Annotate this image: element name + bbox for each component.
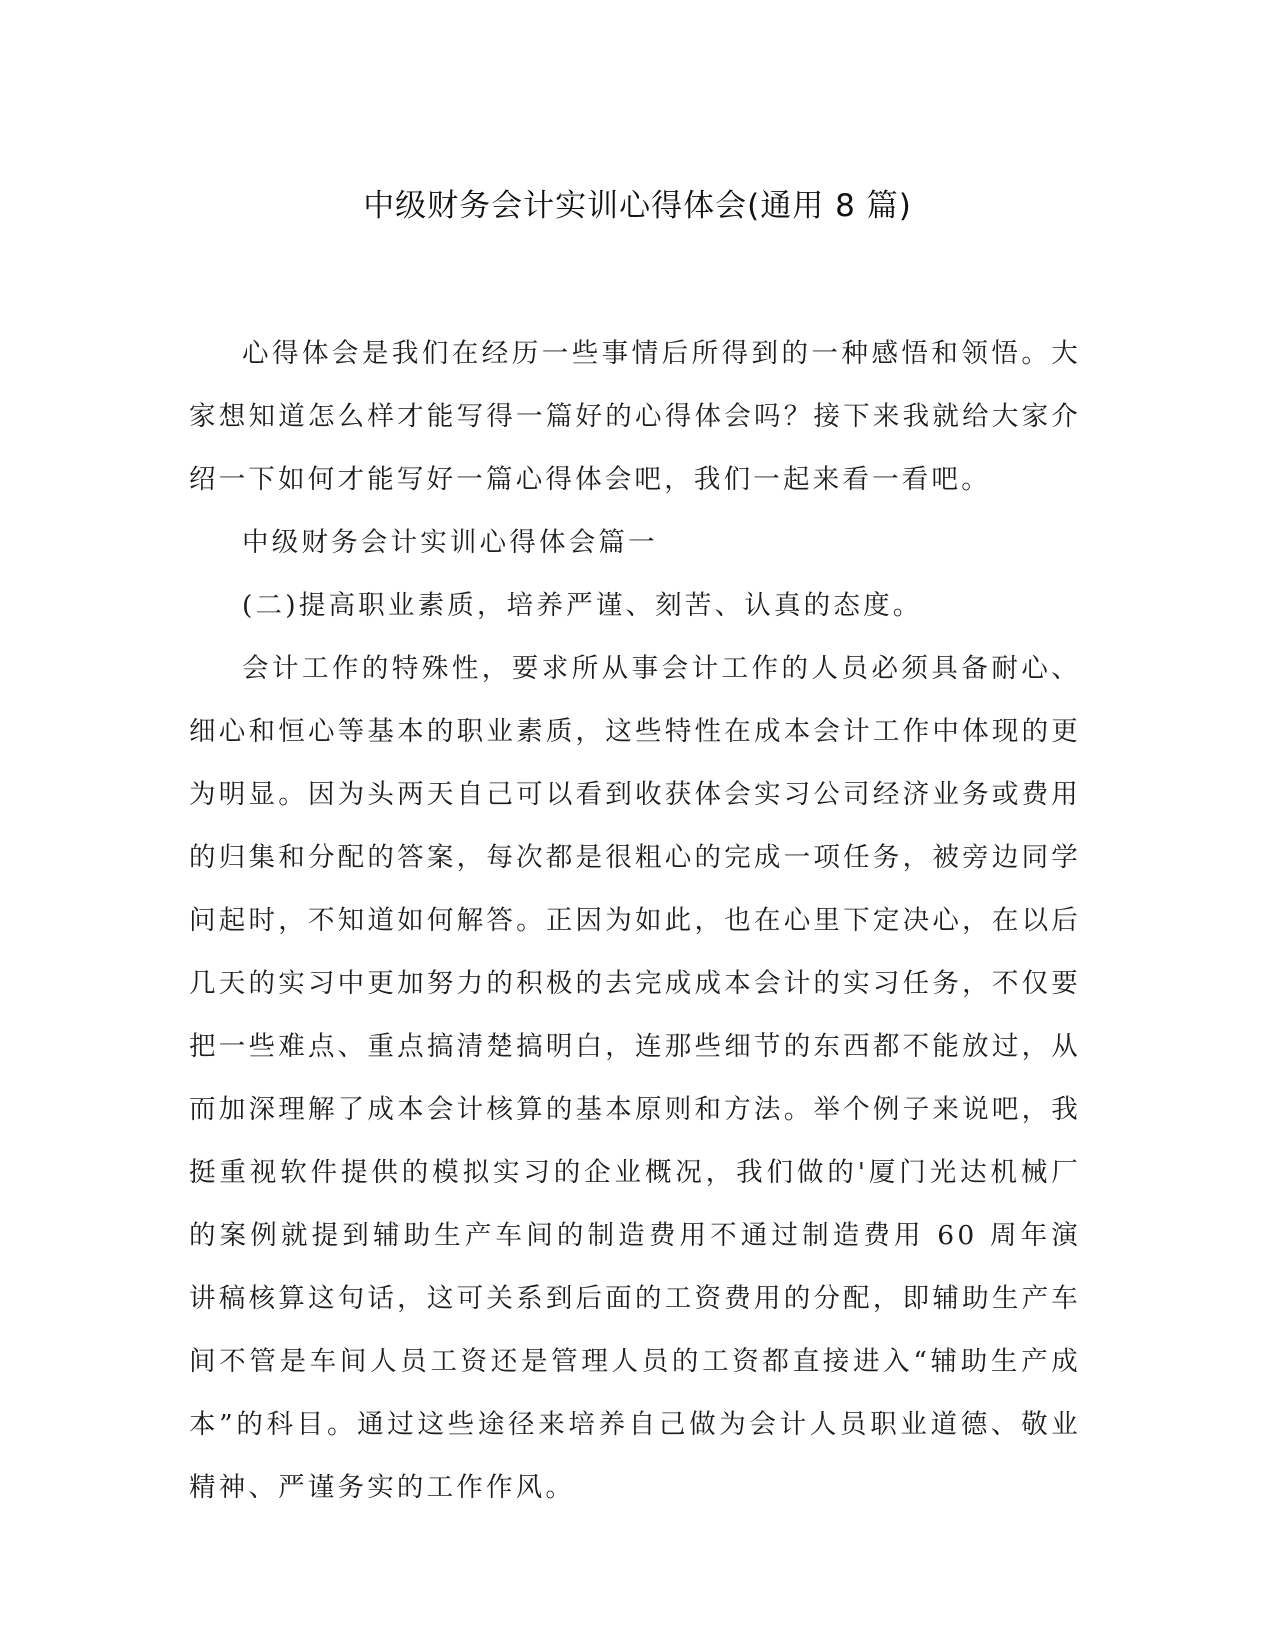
section-heading: 中级财务会计实训心得体会篇一: [242, 527, 658, 558]
document-title: 中级财务会计实训心得体会(通用 8 篇): [363, 188, 912, 224]
body-paragraph: 会计工作的特殊性，要求所从事会计工作的人员必须具备耐心、细心和恒心等基本的职业素质，这些特性在成本会计工作中体现的更为明显。因为头两天自己可以看到收获体会实习公司经济业务或费用的归集和分配的答案，每次都是很粗心的完成一项任务，被旁边同学问起时，不知道如何解答。正因为如此，也在心里下定决心，在以后几天的实习中更加努力的积极的去完成成本会计的实习任务，不仅要把一些难点、重点搞清楚搞明白，连那些细节的东西都不能放过，从而加深理解了成本会计核算的基本原则和方法。举个例子来说吧，我挺重视软件提供的模拟实习的企业概况，我们做的'厦门光达机械厂的案例就提到辅助生产车间的制造费用不通过制造费用 60 周年演讲稿核算这句话，这可关系到后面的工资费用的分配，即辅助生产车间不管是车间人员工资还是管理人员的工资都直接进入“辅助生产成本”的科目。通过这些途径来培养自己做为会计人员职业道德、敬业精神、严谨务实的工作作风。: [189, 653, 1081, 1503]
document-body: [189, 322, 1081, 1519]
intro-paragraph: 心得体会是我们在经历一些事情后所得到的一种感悟和领悟。大家想知道怎么样才能写得一篇好的心得体会吗？接下来我就给大家介绍一下如何才能写好一篇心得体会吧，我们一起来看一看吧。: [189, 338, 1081, 495]
subheading-paragraph: (二)提高职业素质，培养严谨、刻苦、认真的态度。: [242, 590, 923, 621]
